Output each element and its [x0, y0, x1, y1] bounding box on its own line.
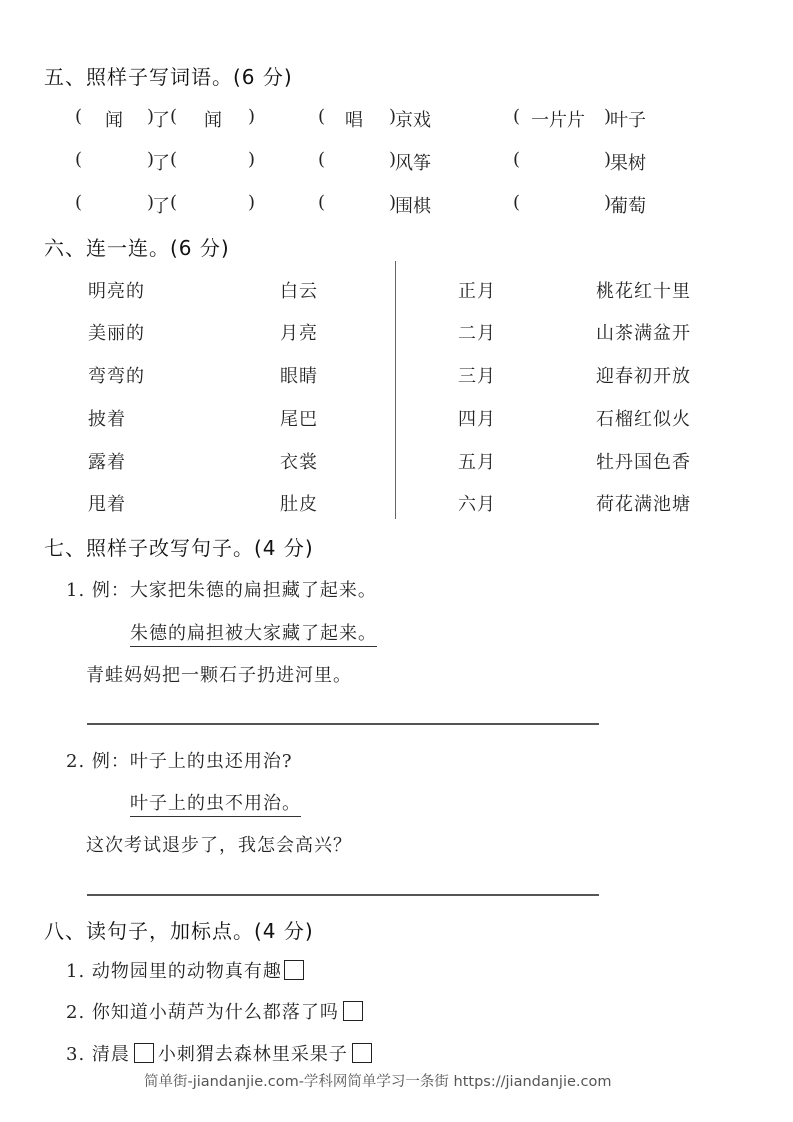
punctuation-box[interactable] [284, 960, 304, 980]
footer-watermark: 简单街-jiandanjie.com-学科网简单学习一条街 https://jiandanjie.com [144, 1074, 612, 1090]
close-paren: ) [389, 149, 397, 170]
prompt-sentence: 这次考试退步了，我怎会高兴？ [86, 835, 352, 856]
suffix-b: 围棋 [395, 196, 431, 217]
open-paren: ( [318, 106, 326, 127]
answer-c[interactable] [530, 192, 600, 214]
match-item[interactable]: 白云 [280, 281, 318, 302]
close-paren: ) [248, 192, 256, 213]
section7-title: 七、照样子改写句子。(4 分) [44, 536, 314, 560]
section8-title: 八、读句子，加标点。(4 分) [44, 919, 314, 943]
match-item[interactable]: 荷花满池塘 [596, 494, 691, 515]
sentence-text: 2. 你知道小葫芦为什么都落了吗 [66, 1002, 339, 1023]
example-sentence: 2. 例：叶子上的虫还用治? [66, 751, 293, 772]
match-item[interactable]: 五月 [458, 452, 496, 473]
match-item[interactable]: 桃花红十里 [596, 281, 691, 302]
example-answer: 叶子上的虫不用治。 [130, 789, 301, 817]
suffix-c: 果树 [610, 153, 646, 174]
match-item[interactable]: 明亮的 [88, 281, 145, 302]
punctuation-box[interactable] [134, 1043, 154, 1063]
section6-title: 六、连一连。(6 分) [44, 236, 230, 260]
match-item[interactable]: 石榴红似火 [596, 409, 691, 430]
answer-b[interactable]: 唱 [345, 110, 363, 131]
open-paren: ( [513, 106, 521, 127]
sentence-text: 1. 动物园里的动物真有趣 [66, 961, 282, 982]
prompt-sentence: 青蛙妈妈把一颗石子扔进河里。 [86, 665, 352, 686]
open-paren: ( [75, 149, 83, 170]
answer-a1[interactable]: 闻 [105, 110, 123, 131]
mid-char: 了 [152, 110, 170, 131]
open-paren: ( [513, 192, 521, 213]
match-item[interactable]: 肚皮 [280, 494, 318, 515]
punctuation-item-3 [66, 1040, 376, 1066]
punctuation-item-1 [66, 957, 308, 983]
match-item[interactable]: 四月 [458, 409, 496, 430]
open-paren: ( [75, 106, 83, 127]
open-paren: ( [170, 106, 178, 127]
match-item[interactable]: 六月 [458, 494, 496, 515]
answer-c[interactable]: 一片片 [531, 110, 585, 131]
answer-a2[interactable] [190, 192, 240, 214]
punctuation-box[interactable] [343, 1001, 363, 1021]
match-item[interactable]: 衣裳 [280, 452, 318, 473]
open-paren: ( [170, 149, 178, 170]
answer-a1[interactable] [105, 192, 141, 214]
close-paren: ) [147, 106, 155, 127]
match-item[interactable]: 披着 [88, 409, 126, 430]
close-paren: ) [248, 149, 256, 170]
answer-a2[interactable]: 闻 [204, 110, 222, 131]
open-paren: ( [318, 192, 326, 213]
match-item[interactable]: 露着 [88, 452, 126, 473]
close-paren: ) [147, 192, 155, 213]
match-item[interactable]: 二月 [458, 323, 496, 344]
suffix-b: 京戏 [395, 110, 431, 131]
suffix-b: 风筝 [395, 153, 431, 174]
match-item[interactable]: 正月 [458, 281, 496, 302]
close-paren: ) [389, 192, 397, 213]
mid-char: 了 [152, 153, 170, 174]
match-item[interactable]: 山茶满盆开 [596, 323, 691, 344]
column-divider [395, 261, 396, 519]
match-item[interactable]: 牡丹国色香 [596, 452, 691, 473]
answer-b[interactable] [335, 192, 385, 214]
sentence-text: 3. 清晨 [66, 1044, 130, 1065]
match-item[interactable]: 三月 [458, 366, 496, 387]
answer-a1[interactable] [105, 149, 141, 171]
punctuation-box[interactable] [352, 1043, 372, 1063]
close-paren: ) [604, 192, 612, 213]
sentence-text: 小刺猬去森林里采果子 [157, 1044, 348, 1065]
mid-char: 了 [152, 196, 170, 217]
answer-line[interactable] [87, 723, 599, 725]
match-item[interactable]: 眼睛 [280, 366, 318, 387]
open-paren: ( [513, 149, 521, 170]
match-item[interactable]: 弯弯的 [88, 366, 145, 387]
match-item[interactable]: 迎春初开放 [596, 366, 691, 387]
answer-line[interactable] [87, 894, 599, 896]
close-paren: ) [389, 106, 397, 127]
suffix-c: 葡萄 [610, 196, 646, 217]
example-sentence: 1. 例：大家把朱德的扁担藏了起来。 [66, 580, 377, 601]
match-item[interactable]: 甩着 [88, 494, 126, 515]
match-item[interactable]: 美丽的 [88, 323, 145, 344]
answer-a2[interactable] [190, 149, 240, 171]
close-paren: ) [248, 106, 256, 127]
open-paren: ( [170, 192, 178, 213]
close-paren: ) [604, 106, 612, 127]
suffix-c: 叶子 [610, 110, 646, 131]
open-paren: ( [75, 192, 83, 213]
close-paren: ) [604, 149, 612, 170]
punctuation-item-2 [66, 998, 367, 1024]
example-answer: 朱德的扁担被大家藏了起来。 [130, 619, 377, 647]
answer-b[interactable] [335, 149, 385, 171]
open-paren: ( [318, 149, 326, 170]
answer-c[interactable] [530, 149, 600, 171]
section5-title: 五、照样子写词语。(6 分) [44, 65, 293, 89]
match-item[interactable]: 月亮 [280, 323, 318, 344]
match-item[interactable]: 尾巴 [280, 409, 318, 430]
close-paren: ) [147, 149, 155, 170]
